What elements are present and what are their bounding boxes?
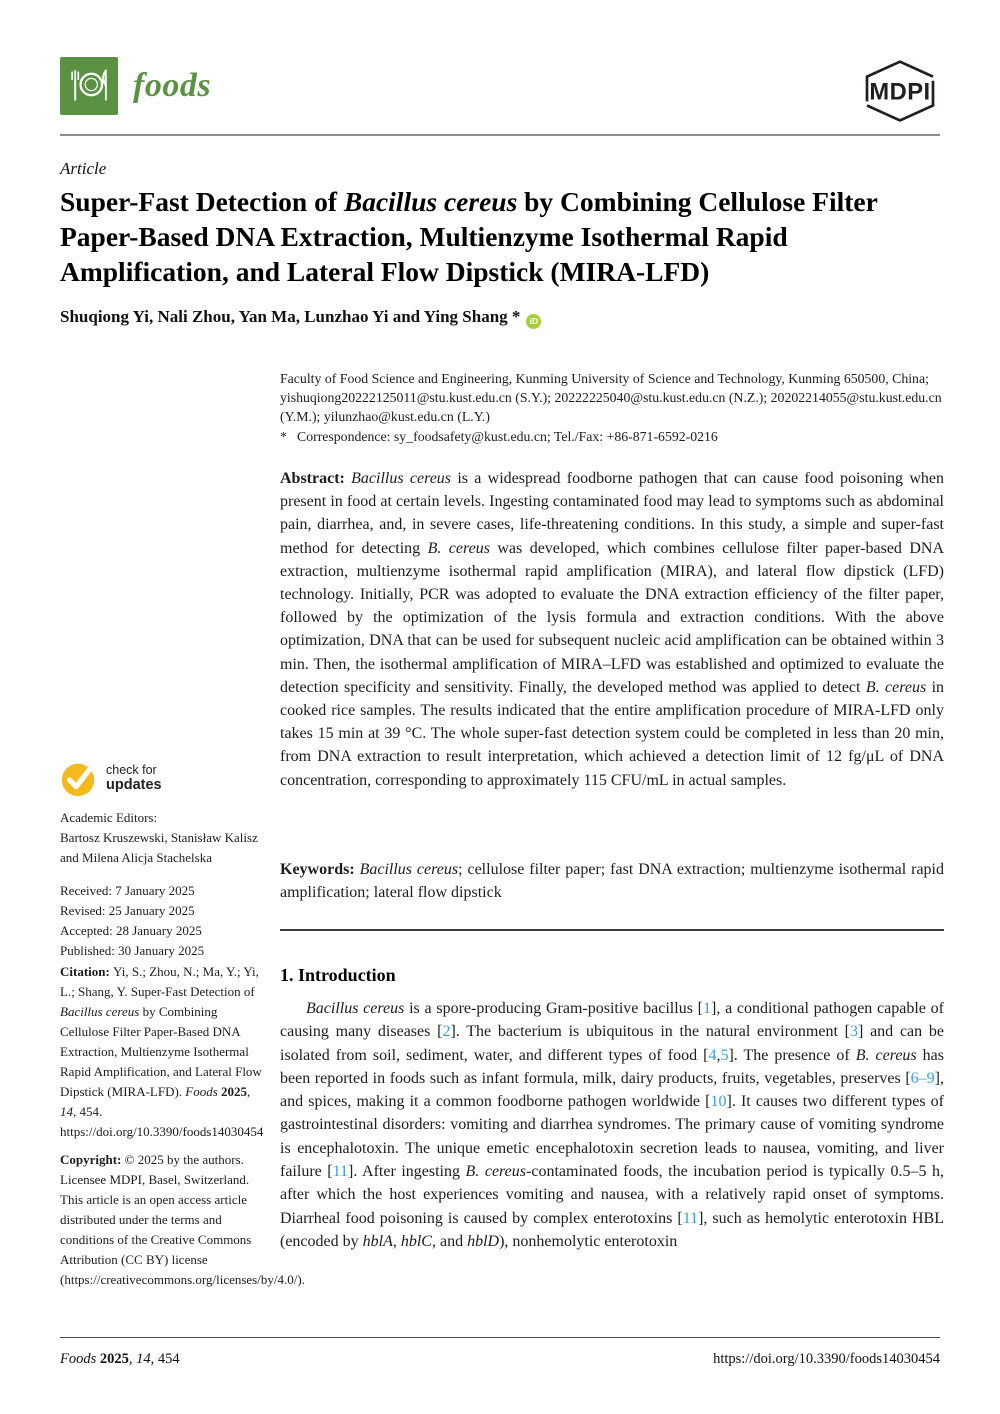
copyright-block: Copyright: © 2025 by the authors. Licensee MDPI, Basel, Switzerland. This article is an open access article distributed under the terms and conditions of the Creative Commons Attribution (CC BY) license (https://creativecommons.org/licenses/by/4.0/). — [60, 1152, 305, 1287]
check-for-updates-label — [106, 764, 162, 794]
mdpi-logo-text: MDPI — [869, 79, 931, 106]
citation-link[interactable]: 11 — [682, 1209, 699, 1227]
journal-logo — [60, 57, 211, 115]
citation-link[interactable]: 10 — [710, 1093, 727, 1111]
article-title: Super-Fast Detection of Bacillus cereus by Combining Cellulose Filter Paper-Based DNA Extraction, Multienzyme Isothermal Rapid Amplification, and Lateral Flow Dipstick (MIRA-LFD) — [60, 186, 878, 287]
section-heading-introduction: 1. Introduction — [280, 965, 396, 985]
affiliation-text: Faculty of Food Science and Engineering, Kunming University of Science and Technology, Kunming 650500, China; yishuqiong20222125011@stu.kust.edu.cn (S.Y.); 20222225040@stu.kust.edu.cn (N.Z.); 20202214055@stu.kust.edu.cn (Y.M.); yilunzhao@kust.edu.cn (L.Y.) — [280, 371, 942, 424]
journal-name: foods — [133, 67, 212, 104]
footer-journal-info: Foods 2025, 14, 454 — [60, 1351, 180, 1367]
citation-link[interactable]: 2 — [442, 1023, 451, 1041]
citation-link[interactable]: 4 — [708, 1046, 717, 1064]
received-date: Received: 7 January 2025 — [60, 883, 195, 898]
correspondence-line — [280, 427, 944, 446]
citation-link[interactable]: 11 — [332, 1163, 349, 1181]
check-for-updates-line2: updates — [106, 776, 162, 793]
footer-divider — [60, 1337, 940, 1338]
revised-date: Revised: 25 January 2025 — [60, 903, 195, 918]
abstract-paragraph: Abstract: Bacillus cereus is a widespread foodborne pathogen that can cause food poisoning when present in food at certain levels. Ingesting contaminated food may lead to symptoms such as abdominal pain, diarrhea, and, in severe cases, life-threatening conditions. In this study, a simple and super-fast method for detecting B. cereus was developed, which combines cellulose filter paper-based DNA extraction, multienzyme isothermal rapid amplification (MIRA), and lateral flow dipstick (LFD) technology. Initially, PCR was adopted to evaluate the DNA extraction efficiency of the filter paper, followed by the optimization of the lysis formula and extraction conditions. With the above optimization, DNA that can be used for subsequent nucleic acid amplification can be obtained within 3 min. Then, the isothermal amplification of MIRA–LFD was established and optimized to evaluate the detection specificity and sensitivity. Finally, the developed method was applied to detect B. cereus in cooked rice samples. The results indicated that the entire amplification procedure of MIRA-LFD only takes 15 min at 39 °C. The whole super-fast detection system could be completed in less than 20 min, from DNA extraction to result interpretation, which achieved a detection limit of 12 fg/μL of DNA concentration, corresponding to approximately 115 CFU/mL in actual samples. — [280, 470, 945, 789]
article-type-label: Article — [60, 159, 107, 178]
orcid-icon[interactable]: iD — [526, 314, 541, 329]
checkmark-icon — [60, 760, 98, 798]
academic-editors-names: Bartosz Kruszewski, Stanisław Kalisz and Milena Alicja Stachelska — [60, 830, 258, 865]
correspondence-text: Correspondence: sy_foodsafety@kust.edu.cn; Tel./Fax: +86-871-6592-0216 — [297, 429, 718, 444]
introduction-paragraph: Bacillus cereus is a spore-producing Gram-positive bacillus [1], a conditional pathogen capable of causing many diseases [2]. The bacterium is ubiquitous in the natural environment [3] and can be isolated from soil, sediment, water, and different types of food [4,5]. The presence of B. cereus has been reported in foods such as infant formula, milk, dairy products, fruits, vegetables, preserves [6–9], and spices, making it a common foodborne pathogen worldwide [10]. It causes two different types of gastrointestinal disorders: vomiting and diarrhea syndromes. The primary cause of vomiting syndrome is encephalotoxin. The unique emetic encephalotoxin secretion leads to nausea, vomiting, and liver failure [11]. After ingesting B. cereus-contaminated foods, the incubation period is typically 0.5–5 h, after which the host experiences vomiting and nausea, with a relatively rapid onset of symptoms. Diarrheal food poisoning is caused by complex enterotoxins [11], such as hemolytic enterotoxin HBL (encoded by hblA, hblC, and hblD), nonhemolytic enterotoxin — [280, 1000, 945, 1250]
author-names: Shuqiong Yi, Nali Zhou, Yan Ma, Lunzhao Yi and Ying Shang * — [60, 307, 521, 326]
foods-logo-icon — [60, 57, 118, 115]
author-list — [60, 307, 541, 329]
keywords-paragraph: Keywords: Bacillus cereus; cellulose filter paper; fast DNA extraction; multienzyme isothermal rapid amplification; lateral flow dipstick — [280, 861, 945, 902]
header-divider — [60, 134, 940, 136]
published-date: Published: 30 January 2025 — [60, 943, 205, 958]
accepted-date: Accepted: 28 January 2025 — [60, 923, 202, 938]
citation-link[interactable]: 1 — [703, 1000, 711, 1017]
academic-editors-label: Academic Editors: — [60, 810, 158, 825]
citation-block: Citation: Yi, S.; Zhou, N.; Ma, Y.; Yi, L.; Shang, Y. Super-Fast Detection of Bacillus cereus by Combining Cellulose Filter Paper-Based DNA Extraction, Multienzyme Isothermal Rapid Amplification, and Lateral Flow Dipstick (MIRA-LFD). Foods 2025, 14, 454. https://doi.org/10.3390/foods14030454 — [60, 964, 264, 1139]
citation-link[interactable]: 6–9 — [910, 1069, 935, 1087]
section-divider — [280, 929, 944, 931]
citation-link[interactable]: 3 — [850, 1023, 858, 1041]
check-for-updates-badge[interactable] — [60, 760, 266, 798]
check-for-updates-line1: check for — [106, 763, 157, 778]
correspondence-marker: * — [280, 429, 287, 444]
sidebar-metadata — [60, 760, 266, 961]
citation-link[interactable]: 5 — [720, 1046, 729, 1064]
page-footer — [60, 1351, 940, 1368]
mdpi-logo — [858, 56, 942, 122]
affiliation-block — [280, 369, 944, 446]
footer-doi-link[interactable]: https://doi.org/10.3390/foods14030454 — [713, 1351, 940, 1367]
